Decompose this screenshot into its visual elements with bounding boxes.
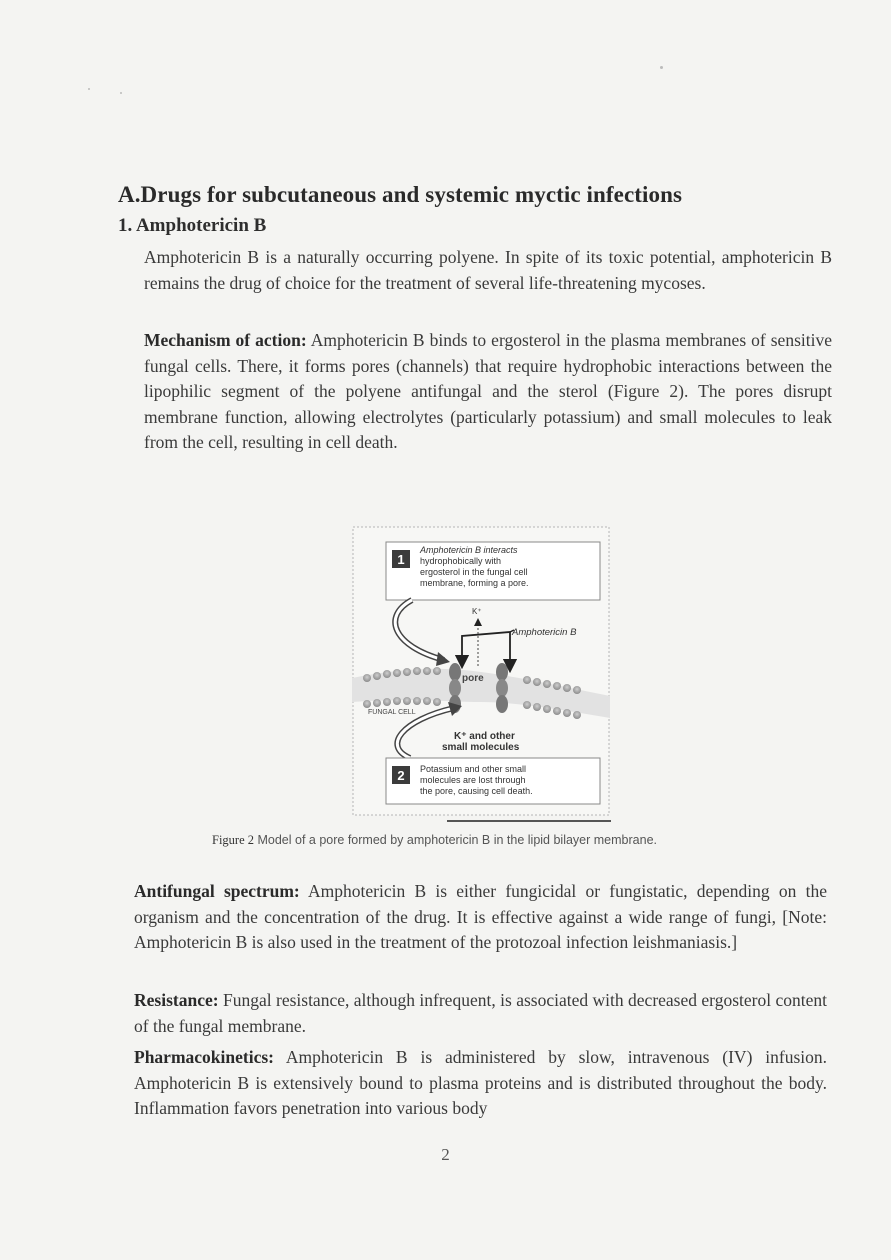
caption-text: Model of a pore formed by amphotericin B in the lipid bilayer membrane. — [254, 833, 657, 847]
pore-figure — [352, 526, 610, 816]
mechanism-text: Amphotericin B binds to ergosterol in the plasma membranes of sensitive fungal cells. There, it forms pores (channels) that require hydrophobic interactions between the lipophilic segment of the polyene antifungal and the sterol (Figure 2). The pores disrupt membrane function, allowing electrolytes (particularly potassium) and small molecules to leak from the cell, resulting in cell death. — [144, 330, 832, 453]
mechanism-paragraph — [144, 328, 832, 456]
step1-text-line2: hydrophobically with — [420, 556, 502, 566]
intro-paragraph: Amphotericin B is a naturally occurring polyene. In spite of its toxic potential, amphotericin B remains the drug of choice for the treatment of several life-threatening mycoses. — [144, 247, 832, 293]
antifungal-label: Antifungal spectrum: — [134, 881, 300, 901]
step1-text-line3: ergosterol in the fungal cell — [420, 567, 528, 577]
figure-caption — [212, 833, 772, 848]
scan-speck — [120, 92, 122, 94]
step2-text-line2: molecules are lost through — [420, 775, 526, 785]
page-number: 2 — [441, 1145, 450, 1164]
section-heading: A.Drugs for subcutaneous and systemic myctic infections — [118, 182, 683, 207]
caption-label: Figure 2 — [212, 833, 255, 847]
scan-speck — [88, 88, 90, 90]
ion-label: K⁺ — [472, 607, 482, 616]
resistance-text: Fungal resistance, although infrequent, is associated with decreased ergosterol content of the fungal membrane. — [134, 990, 827, 1036]
resistance-label: Resistance: — [134, 990, 219, 1010]
drug-label: Amphotericin B — [512, 627, 577, 638]
pharmacokinetics-label: Pharmacokinetics: — [134, 1047, 274, 1067]
cell-label: FUNGAL CELL — [368, 709, 416, 716]
step2-text-line3: the pore, causing cell death. — [420, 786, 533, 796]
leak-label-line2: small molecules — [442, 742, 520, 753]
pore-label: pore — [462, 673, 484, 684]
scan-speck — [660, 66, 663, 69]
pharmacokinetics-text: Amphotericin B is administered by slow, intravenous (IV) infusion. Amphotericin B is extensively bound to plasma proteins and is distributed throughout the body. Inflammation favors penetration into various body — [134, 1047, 827, 1119]
step2-number: 2 — [397, 768, 405, 783]
antifungal-paragraph — [134, 879, 827, 956]
pharmacokinetics-paragraph — [134, 1045, 827, 1122]
subsection-heading: 1. Amphotericin B — [118, 215, 267, 236]
step1-number: 1 — [397, 552, 405, 567]
step2-text-line1: Potassium and other small — [420, 764, 527, 774]
leak-label-line1: K⁺ and other — [454, 731, 515, 742]
resistance-paragraph — [134, 988, 827, 1039]
step1-text-line4: membrane, forming a pore. — [420, 578, 529, 588]
step1-text-line1: Amphotericin B interacts — [420, 545, 518, 555]
figure-rule — [447, 820, 611, 822]
antifungal-text: Amphotericin B is either fungicidal or fungistatic, depending on the organism and the concentration of the drug. It is effective against a wide range of fungi, [Note: Amphotericin B is also used in the treatment of the protozoal infection leishmaniasis.] — [134, 881, 828, 953]
mechanism-label: Mechanism of action: — [144, 330, 307, 350]
